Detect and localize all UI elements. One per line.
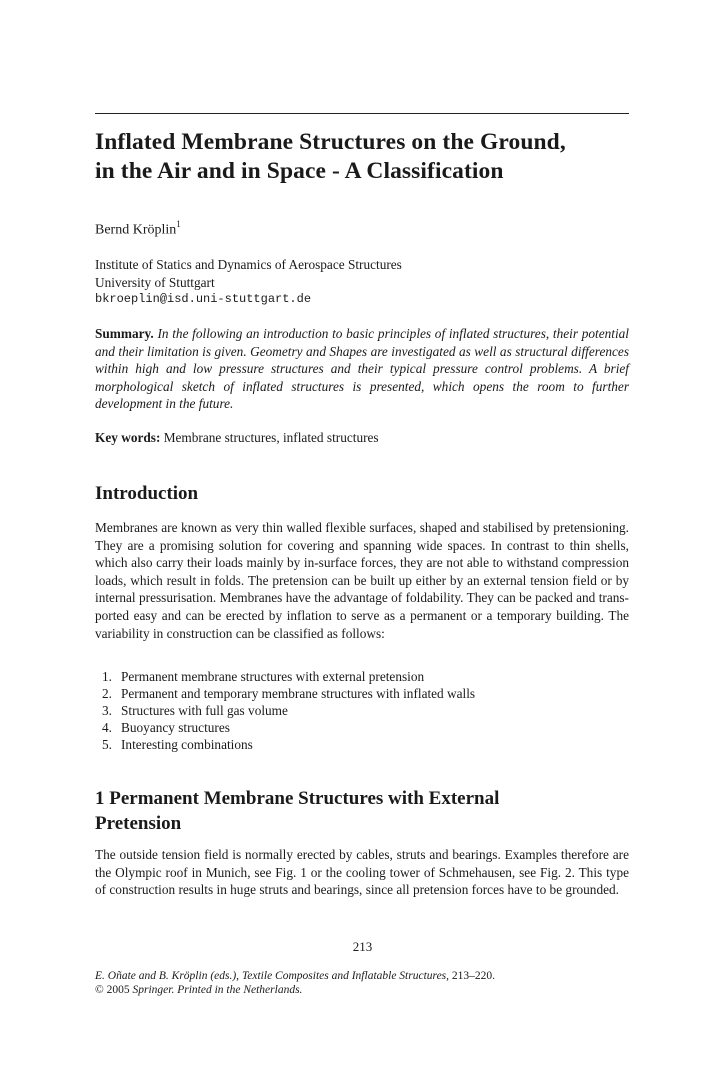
footer-line-2 xyxy=(95,983,629,997)
list-item-text: Permanent membrane structures with external pretension xyxy=(121,669,425,684)
paper-title xyxy=(95,128,635,186)
classification-list xyxy=(102,668,622,753)
footer-citation xyxy=(95,969,629,997)
section-1-heading-line-2: Pretension xyxy=(95,813,182,834)
footer-book-title: Textile Composites and Inflatable Structures xyxy=(241,970,447,982)
summary xyxy=(95,325,629,413)
list-item-number: 3. xyxy=(102,703,112,718)
list-item-number: 2. xyxy=(102,686,112,701)
introduction-paragraph: Membranes are known as very thin walled flexible surfaces, shaped and stabilised by pretensioning. They are a promising solution for covering and spanning wide spaces. In contrast to thin shells, which also carry their loads mainly by in-surface forces, they are not able to withstand compression loads, which result in folds. The pretension can be built up either by an external tension field or by internal pressurisation. Membranes have the advantage of foldability. They can be packed and trans- ported easy and can be erected by inflation to serve as a permanent or a temporary building. The variability in construction can be classified as follows: xyxy=(95,520,629,641)
list-item-text: Structures with full gas volume xyxy=(121,703,288,718)
keywords-label: Key words: xyxy=(95,430,161,445)
footer-pages: , 213–220. xyxy=(446,970,496,982)
author-email: bkroeplin@isd.uni-stuttgart.de xyxy=(95,292,312,306)
author xyxy=(95,220,181,239)
list-item-number: 5. xyxy=(102,737,112,752)
summary-label: Summary. xyxy=(95,326,154,341)
section-1-heading-line-1: 1 Permanent Membrane Structures with External xyxy=(95,788,500,809)
section-1-heading xyxy=(95,786,629,836)
section-1-paragraph: The outside tension field is normally erected by cables, struts and bearings. Examples therefore are the Olympic roof in Munich, see Fig. 1 or the cooling tower of Schmehausen, see Fig. 2. This type of construction results in huge struts and bearings, since all pretension forces have to be grounded. xyxy=(95,847,629,898)
footer-line-1 xyxy=(95,969,629,983)
header-rule xyxy=(95,113,629,114)
footer-editors: E. Oñate and B. Kröplin (eds.), xyxy=(95,970,240,982)
list-item-number: 4. xyxy=(102,720,112,735)
keywords xyxy=(95,430,629,446)
title-line-1: Inflated Membrane Structures on the Ground, xyxy=(95,129,566,155)
list-item-text: Interesting combinations xyxy=(121,737,253,752)
list-item-text: Permanent and temporary membrane structures with inflated walls xyxy=(121,686,476,701)
footer-copyright: © 2005 xyxy=(95,984,130,996)
list-item xyxy=(102,702,622,719)
introduction-heading: Introduction xyxy=(95,483,199,504)
list-item xyxy=(102,668,622,685)
list-item-number: 1. xyxy=(102,669,112,684)
keywords-text: Membrane structures, inflated structures xyxy=(163,430,379,445)
list-item xyxy=(102,685,622,702)
list-item-text: Buoyancy structures xyxy=(121,720,230,735)
footer-publisher: Springer. Printed in the Netherlands. xyxy=(132,984,303,996)
title-line-2: in the Air and in Space - A Classification xyxy=(95,158,504,184)
affiliation-university: University of Stuttgart xyxy=(95,274,215,290)
affiliation xyxy=(95,256,629,309)
page-number: 213 xyxy=(352,939,373,954)
summary-text: In the following an introduction to basic principles of inflated structures, their potential and their limitation is given. Geometry and Shapes are investigated as well as structural differences within high and low pressure structures and their typical pressure control problems. A brief morphological sketch of inflated structures is presented, which opens the room to further development in the future. xyxy=(95,326,630,411)
affiliation-institute: Institute of Statics and Dynamics of Aerospace Structures xyxy=(95,257,402,272)
list-item xyxy=(102,736,622,753)
list-item xyxy=(102,719,622,736)
author-name: Bernd Kröplin xyxy=(95,222,177,238)
author-superscript: 1 xyxy=(176,219,181,229)
